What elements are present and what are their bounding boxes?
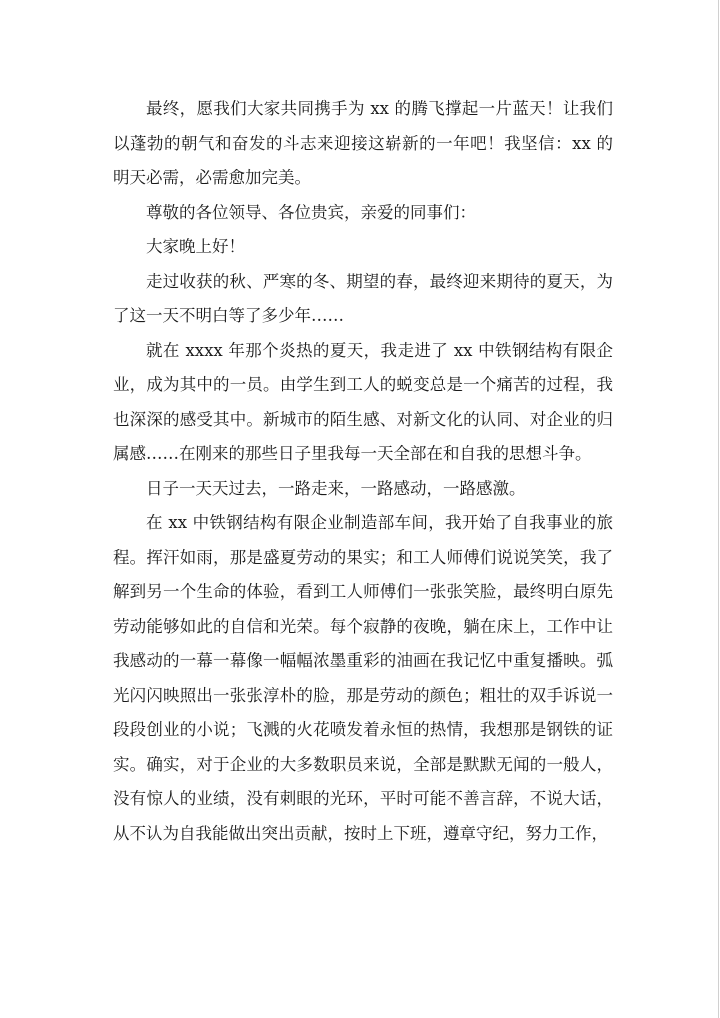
paragraph: 就在 xxxx 年那个炎热的夏天，我走进了 xx 中铁钢结构有限企业，成为其中的一员。由学生到工人的蜕变总是一个痛苦的过程，我也深深的感受其中。新城市的陌生感、对新文化的认同、对企业的归属感……在刚来的那些日子里我每一天全部在和自我的思想斗争。	[113, 340, 613, 463]
page-edge	[718, 0, 719, 1018]
paragraph: 日子一天天过去，一路走来，一路感动，一路感激。	[146, 478, 526, 498]
paragraph: 在 xx 中铁钢结构有限企业制造部车间，我开始了自我事业的旅程。挥汗如雨，那是盛夏劳动的果实；和工人师傅们说说笑笑，我了解到另一个生命的体验，看到工人师傅们一张张笑脸，最终明白原先劳动能够如此的自信和光荣。每个寂静的夜晚，躺在床上，工作中让我感动的一幕一幕像一幅幅浓墨重彩的油画在我记忆中重复播映。弧光闪闪映照出一张张淳朴的脸，那是劳动的颜色；粗壮的双手诉说一段段创业的小说；飞溅的火花喷发着永恒的热情，我想那是钢铁的证实。确实，对于企业的大多数职员来说，全部是默默无闻的一般人，没有惊人的业绩，没有刺眼的光环，平时可能不善言辞，不说大话，从不认为自我能做出突出贡献，按时上下班，遵章守纪，努力工作，	[113, 513, 613, 843]
paragraph: 大家晚上好！	[146, 237, 245, 256]
document-body	[113, 92, 613, 851]
paragraph: 尊敬的各位领导、各位贵宾，亲爱的同事们：	[146, 202, 476, 222]
paragraph: 最终，愿我们大家共同携手为 xx 的腾飞撑起一片蓝天！让我们以蓬勃的朝气和奋发的斗志来迎接这崭新的一年吧！我坚信：xx 的明天必需，必需愈加完美。	[113, 99, 613, 187]
paragraph: 走过收获的秋、严寒的冬、期望的春，最终迎来期待的夏天，为了这一天不明白等了多少年……	[113, 271, 613, 325]
